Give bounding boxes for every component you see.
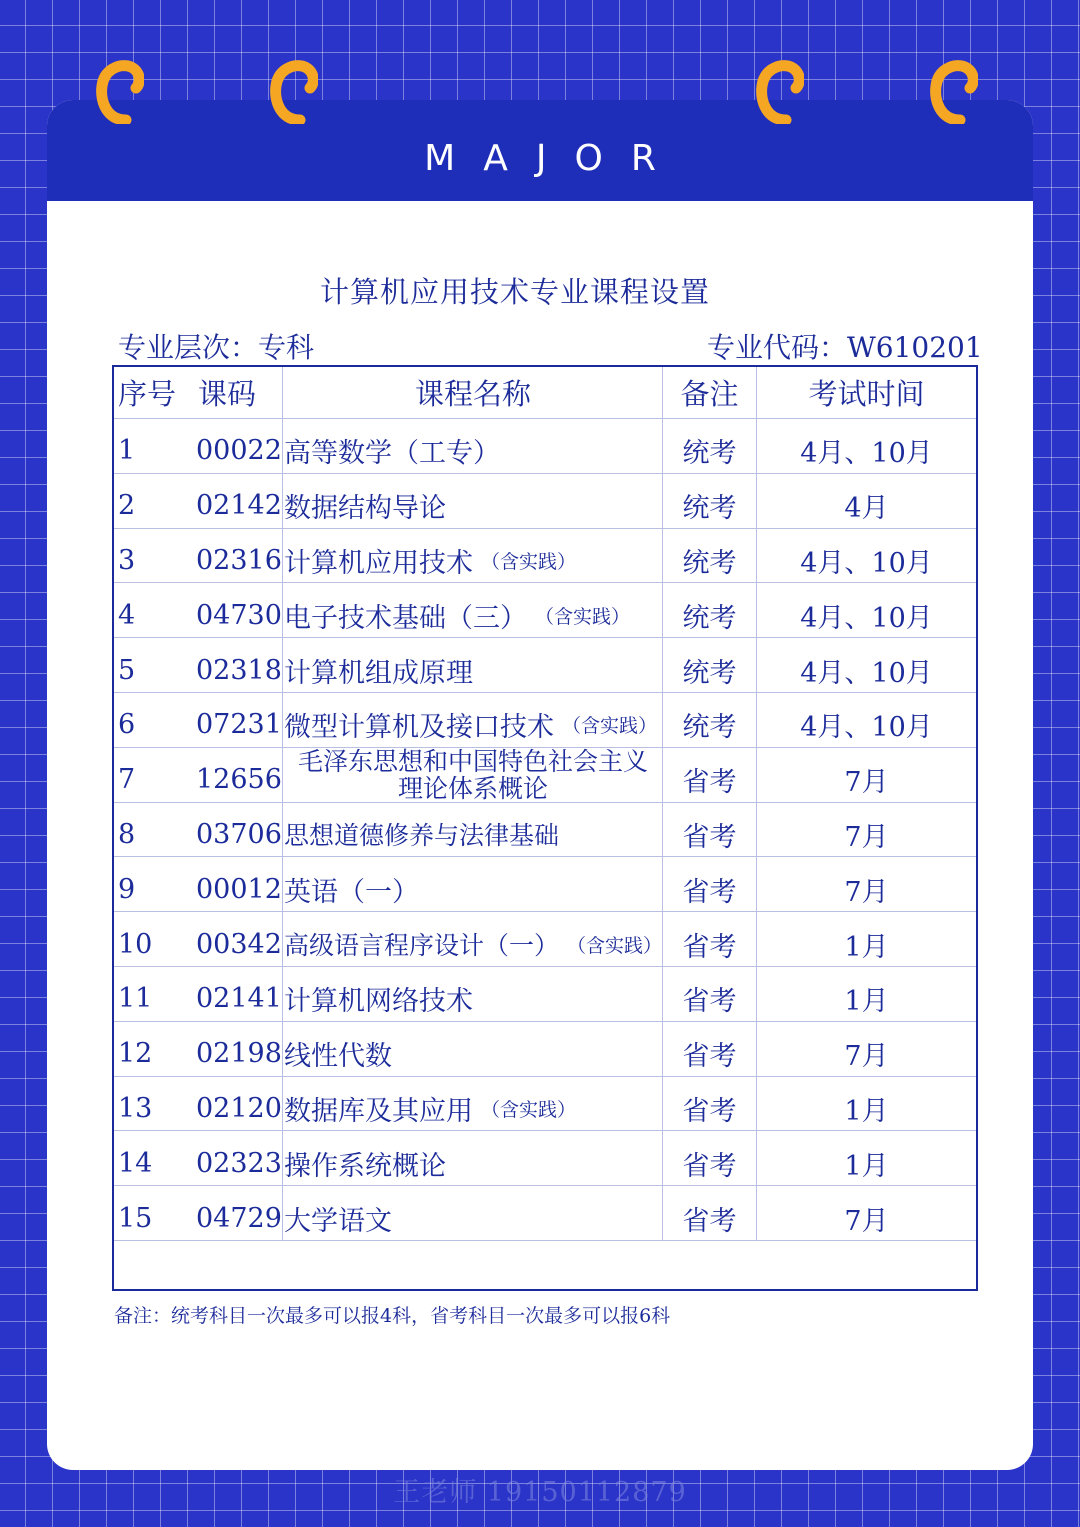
row-number: 11: [118, 983, 153, 1015]
header-code: 课码: [198, 377, 257, 411]
binder-ring-icon: [96, 60, 144, 124]
document-title: 计算机应用技术专业课程设置: [319, 275, 710, 309]
exam-time: 7月: [756, 1022, 976, 1076]
course-name-text: 数据库及其应用: [284, 1095, 473, 1127]
exam-time: 7月: [756, 857, 976, 911]
practice-note: （含实践）: [535, 605, 631, 628]
course-name: [284, 529, 662, 583]
practice-note: （含实践）: [481, 1098, 577, 1121]
course-name: [284, 748, 662, 802]
table-row: [114, 748, 976, 803]
exam-type: 省考: [662, 1131, 756, 1185]
binder-ring-icon: [756, 60, 804, 124]
table-row: [114, 474, 976, 529]
course-name-text: 英语（一）: [284, 876, 419, 908]
course-name-text: 思想道德修养与法律基础: [284, 821, 560, 851]
course-code: 02142: [196, 490, 282, 522]
table-row: [114, 1186, 976, 1241]
course-code: 07231: [196, 709, 282, 741]
exam-type: 省考: [662, 748, 756, 802]
table-row: [114, 967, 976, 1022]
course-code: 02323: [196, 1147, 282, 1179]
course-code: 04730: [196, 599, 282, 631]
exam-time: 1月: [756, 1077, 976, 1131]
exam-type: 省考: [662, 857, 756, 911]
course-name-text: 电子技术基础（三）: [284, 602, 527, 634]
exam-time: 4月、10月: [756, 529, 976, 583]
header-time: 考试时间: [756, 367, 976, 418]
table-row: [114, 638, 976, 693]
course-name: [284, 583, 662, 637]
course-code: 03706: [196, 818, 282, 850]
practice-note: （含实践）: [481, 550, 577, 573]
course-code: 02318: [196, 654, 282, 686]
course-name: [284, 1022, 662, 1076]
course-code: 00022: [196, 435, 282, 467]
major-level: 专业层次：专科: [118, 331, 315, 364]
card-header-band: [47, 100, 1033, 201]
table-row: [114, 693, 976, 748]
exam-time: 7月: [756, 748, 976, 802]
row-number: 6: [118, 709, 136, 741]
course-code: 00342: [196, 928, 282, 960]
course-name: [284, 912, 662, 966]
table-row: [114, 419, 976, 474]
course-name-text: 计算机网络技术: [284, 986, 473, 1018]
row-number: 3: [118, 544, 136, 576]
exam-time: 4月、10月: [756, 638, 976, 692]
course-name: [284, 1186, 662, 1240]
exam-type: 统考: [662, 419, 756, 473]
row-number: 13: [118, 1092, 153, 1124]
exam-type: 省考: [662, 1186, 756, 1240]
course-name-text: 高级语言程序设计（一）: [284, 931, 560, 961]
practice-note: （含实践）: [567, 934, 663, 957]
exam-type: 统考: [662, 638, 756, 692]
binder-ring-icon: [270, 60, 318, 124]
table-row: [114, 803, 976, 858]
course-name: [284, 419, 662, 473]
row-number: 10: [118, 928, 153, 960]
watermark-text: 王老师 19150112879: [393, 1477, 687, 1508]
table-row: [114, 1077, 976, 1132]
table-row: [114, 857, 976, 912]
row-number: 7: [118, 764, 136, 796]
row-number: 15: [118, 1202, 153, 1234]
course-name-text: 高等数学（工专）: [284, 438, 500, 470]
exam-type: 统考: [662, 583, 756, 637]
exam-time: 4月、10月: [756, 419, 976, 473]
major-code: 专业代码：W610201: [707, 331, 983, 364]
course-name-text: 计算机组成原理: [284, 657, 473, 689]
exam-type: 省考: [662, 1077, 756, 1131]
header-no: 序号: [118, 377, 177, 411]
course-name-line2: 理论体系概论: [397, 773, 548, 803]
exam-type: 统考: [662, 474, 756, 528]
row-number: 9: [118, 873, 136, 905]
exam-type: 省考: [662, 967, 756, 1021]
exam-type: 统考: [662, 693, 756, 747]
course-name: [284, 967, 662, 1021]
table-row: [114, 529, 976, 584]
row-number: 2: [118, 490, 136, 522]
exam-type: 省考: [662, 803, 756, 857]
course-code: 12656: [196, 764, 282, 796]
table-row: [114, 583, 976, 638]
row-number: 4: [118, 599, 136, 631]
header-name: 课程名称: [414, 377, 531, 411]
course-name: [284, 857, 662, 911]
course-table: [112, 365, 978, 1291]
practice-note: （含实践）: [562, 715, 658, 738]
header-note: 备注: [662, 367, 756, 418]
exam-time: 1月: [756, 1131, 976, 1185]
footnote: 备注：统考科目一次最多可以报4科，省考科目一次最多可以报6科: [114, 1305, 671, 1327]
course-name: [284, 803, 662, 857]
exam-time: 7月: [756, 1186, 976, 1240]
course-name-text: 大学语文: [284, 1205, 392, 1237]
exam-type: 统考: [662, 529, 756, 583]
table-row: [114, 1022, 976, 1077]
row-number: 14: [118, 1147, 153, 1179]
course-code: 02316: [196, 544, 282, 576]
course-code: 02120: [196, 1092, 282, 1124]
table-row: [114, 912, 976, 967]
exam-time: 4月、10月: [756, 693, 976, 747]
exam-type: 省考: [662, 1022, 756, 1076]
row-number: 5: [118, 654, 136, 686]
course-name-text: 操作系统概论: [284, 1150, 446, 1182]
course-name: [284, 474, 662, 528]
exam-time: 4月、10月: [756, 583, 976, 637]
binder-ring-icon: [930, 60, 978, 124]
course-name: [284, 638, 662, 692]
course-name: [284, 1077, 662, 1131]
row-number: 1: [118, 435, 136, 467]
course-name: [284, 1131, 662, 1185]
course-code: 00012: [196, 873, 282, 905]
row-number: 8: [118, 818, 136, 850]
table-header-row: [114, 367, 976, 419]
exam-time: 4月: [756, 474, 976, 528]
row-number: 12: [118, 1038, 153, 1070]
exam-time: 1月: [756, 967, 976, 1021]
exam-time: 1月: [756, 912, 976, 966]
table-row: [114, 1131, 976, 1186]
major-label: MAJOR: [424, 138, 684, 179]
course-name-text: 线性代数: [284, 1041, 392, 1073]
course-code: 02141: [196, 983, 282, 1015]
course-name-text: 数据结构导论: [284, 493, 446, 525]
course-code: 02198: [196, 1038, 282, 1070]
course-name-text: 计算机应用技术: [284, 547, 473, 579]
exam-time: 7月: [756, 803, 976, 857]
course-name: [284, 693, 662, 747]
exam-type: 省考: [662, 912, 756, 966]
course-name-text: 微型计算机及接口技术: [284, 712, 554, 744]
course-code: 04729: [196, 1202, 282, 1234]
course-name-line1: 毛泽东思想和中国特色社会主义: [297, 746, 648, 776]
